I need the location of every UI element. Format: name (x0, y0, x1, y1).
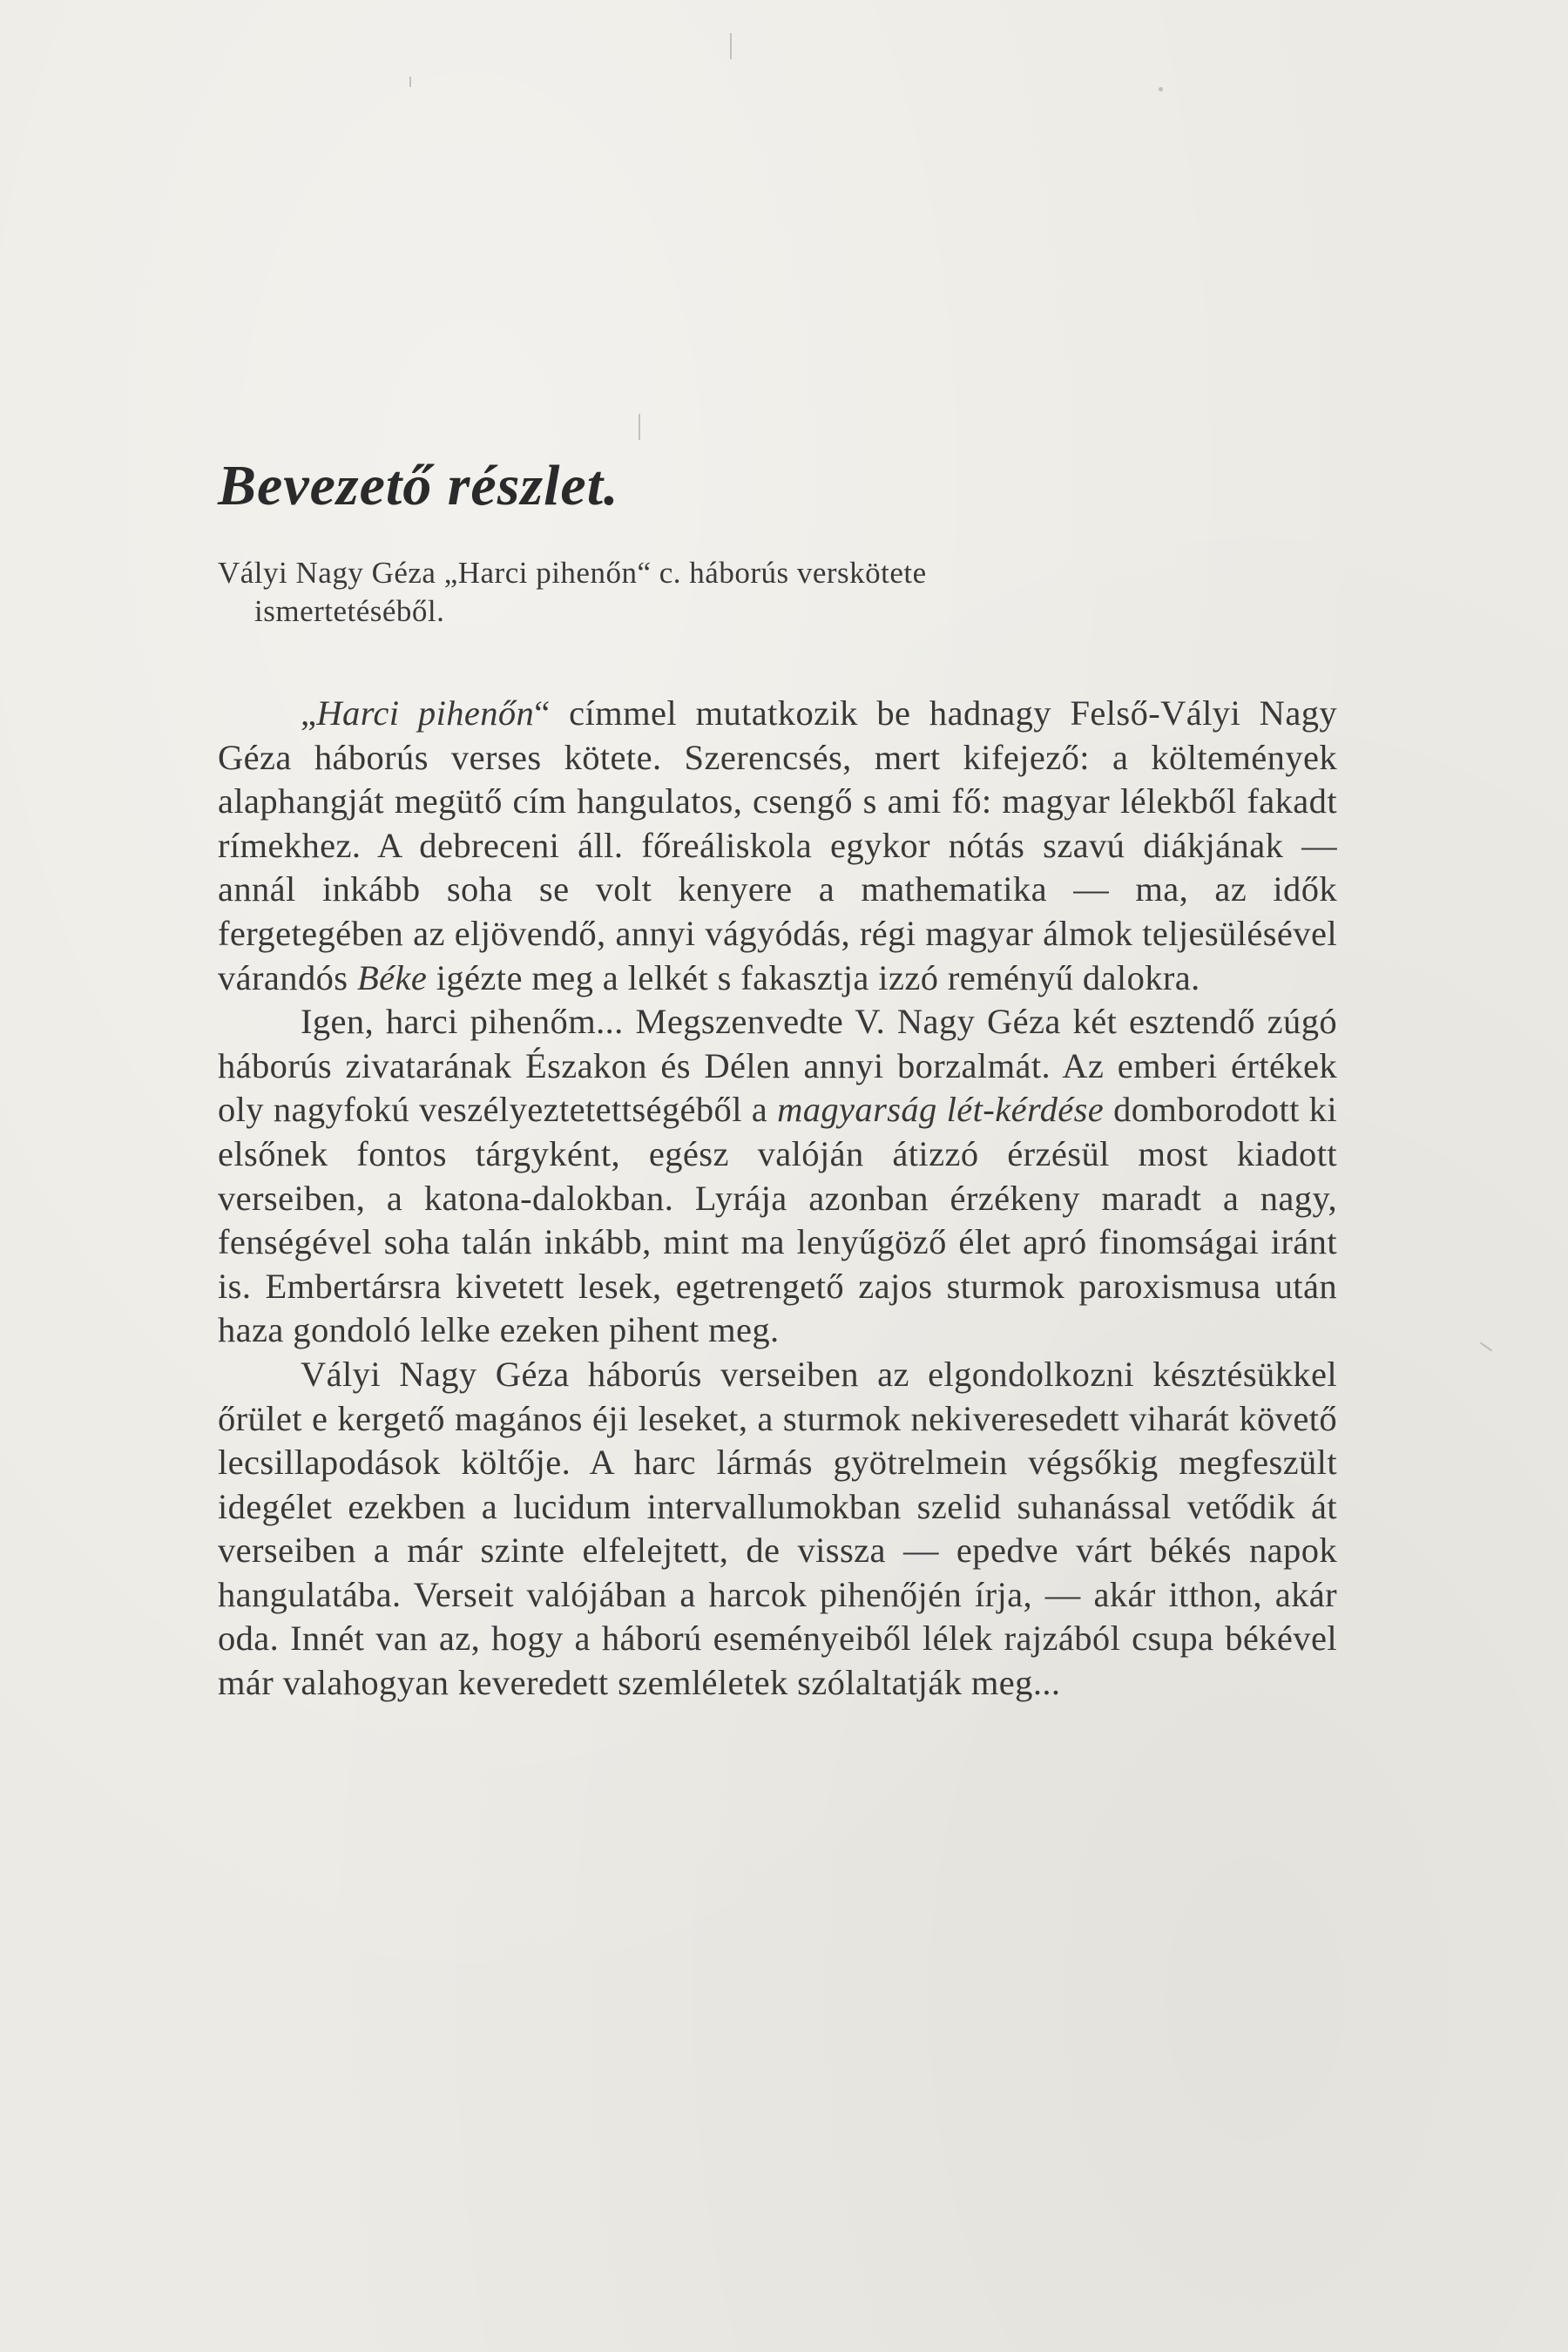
italic-title: Harci pihenőn (316, 693, 535, 733)
italic-word: Béke (356, 957, 428, 997)
text-run: Igen, harci pihenőm... Megszenvedte V. Nagy Géza két esztendő zúgó háborús zivatarának Északon és Délen annyi borzalmát. Az emberi értékek oly nagyfokú veszélyeztetettségéből a (218, 1002, 1337, 1130)
subtitle-line: ismertetéséből. (254, 594, 445, 628)
section-title: Bevezető részlet. (218, 454, 619, 517)
text-run: Vályi Nagy Géza háborús verseiben az elgondolkozni késztésükkel őrület e kergető magános éji leseket, a sturmok nekiveresedett viharát követő lecsillapodások költője. A harc lármás gyötrelmein végsőkig megfeszült idegélet ezekben a lucidum intervallumokban szelid suhanással vetődik át verseiben a már szinte elfelejtett, de vissza — epedve várt békés napok hangulatába. Verseit valójában a harcok pihenőjén írja, — akár itthon, akár oda. Innét van az, hogy a háború eseményeiből lélek rajzából csupa békével már valahogyan keveredett szemléletek szólaltatják meg... (218, 1354, 1337, 1703)
ink-speck (639, 414, 640, 440)
text-run: igézte meg a lelkét s fakasztja izzó reményű dalokra. (427, 957, 1200, 997)
paragraph (218, 1353, 1337, 1706)
subtitle (218, 554, 1337, 631)
subtitle-line: Vályi Nagy Géza „Harci pihenőn“ c. háborús verskötete (218, 556, 927, 590)
paragraph (218, 1000, 1337, 1353)
ink-speck (409, 77, 411, 87)
text-run: domborodott ki elsőnek fontos tárgyként, egész valóján átizzó érzésül most kiadott verseiben, a katona-dalokban. Lyrája azonban érzékeny maradt a nagy, fenségével soha talán inkább, mint ma lenyűgöző élet apró finomságai iránt is. Embertársra kivetett lesek, egetrengető zajos sturmok paroxismusa után haza gondoló lelke ezeken pihent meg. (218, 1090, 1337, 1350)
document-content (218, 453, 1337, 1706)
paragraph (218, 692, 1337, 1000)
ink-speck (1480, 1342, 1492, 1352)
body-text (218, 692, 1337, 1706)
text-run: “ címmel mutatkozik be hadnagy Felső-Vályi Nagy Géza háborús verses kötete. Szerencsés, mert kifejező: a költemények alaphangját megütő cím hangulatos, csengő s ami fő: magyar lélekből fakadt rímekhez. A debreceni áll. főreáliskola egykor nótás szavú diákjának — annál inkább soha se volt kenyere a mathematika — ma, az idők fergetegében az eljövendő, annyi vágyódás, régi magyar álmok teljesülésével várandós (218, 693, 1337, 997)
text-run: „ (301, 693, 317, 733)
ink-speck (730, 33, 732, 59)
ink-speck (1159, 87, 1163, 91)
italic-phrase: magyarság lét-kérdése (777, 1090, 1105, 1130)
